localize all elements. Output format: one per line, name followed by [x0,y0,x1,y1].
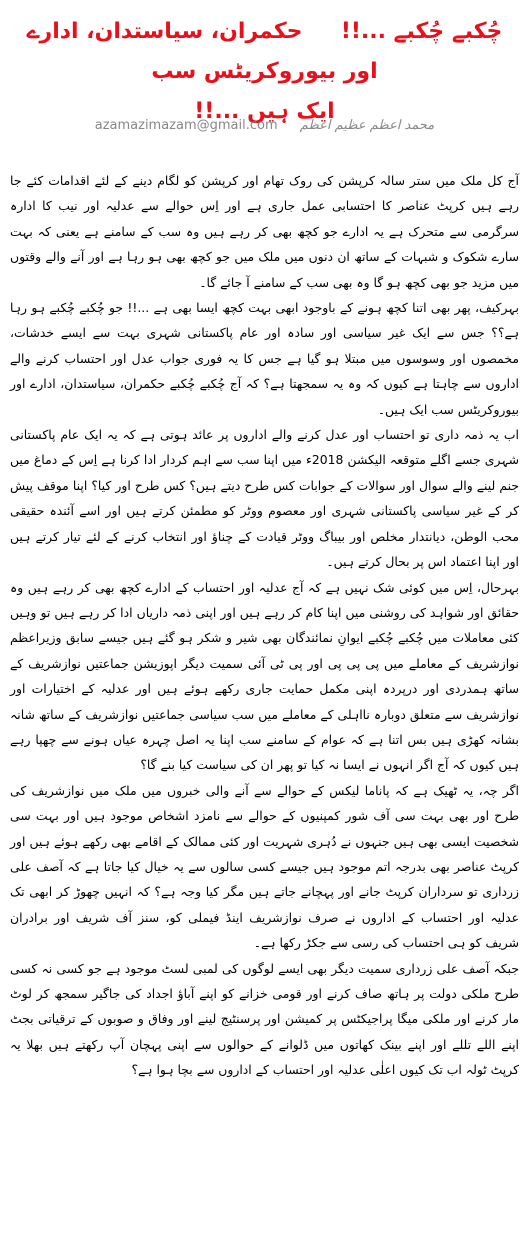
paragraph: آج کل ملک میں ستر سالہ کرپشن کی روک تھام اور کرپشن کو لگام دینے کے لئے اقدامات کئے جا رہے ہیں کرپٹ عناصر کا احتسابی عمل جاری ہے اور اِس حوالے سے عدلیہ اور نیب کا ادارہ سرگرمی سے متحرک ہے یہ ادارے جو کچھ بھی کر رہے ہیں وہ سب کے سامنے ہے یعنی کہ بہت سارے شکوک و شبہات کے ساتھ ان دنوں میں ملک میں جو کچھ بھی ہو رہا ہے اور آنے والے وقتوں میں مزید جو بھی کچھ ہو گا وہ بھی سب کے سامنے آ جائے گا۔ [10,173,519,290]
title-line2: ایک ہیں ...!! [194,99,335,124]
author-email: azamazimazam@gmail.com [94,118,278,133]
paragraph: جبکہ آصف علی زرداری سمیت دیگر بھی ایسے لوگوں کی لمبی لسٹ موجود ہے جو کسی نہ کسی طرح ملکی دولت پر ہاتھ صاف کرنے اور قومی خزانے کو اپنے آباؤ اجداد کی جاگیر سمجھ کر لوٹ مار کرنے اور ملکی میگا پراجیکٹس پر کمیشن اور پرسنٹیج لینے اور وفاق و صوبوں کے ترقیاتی بجٹ اپنے اللے تللے اور اپنے بینک کھاتوں میں ڈلوانے کے حوالوں سے اپنی پہچان آپ رکھتے ہیں بھلا یہ کرپٹ ٹولہ اب تک کیوں اعلٰی عدلیہ اور احتساب کے اداروں سے بچا ہوا ہے؟ [10,960,519,1078]
paragraph: بہرحال، اِس میں کوئی شک نہیں ہے کہ آج عدلیہ اور احتساب کے ادارے کچھ بھی کر رہے ہیں وہ حقائق اور شواہد کی روشنی میں اپنا کام کر رہے ہیں اور اپنی ذمہ داریاں ادا کر رہے ہیں تو وہیں کئی معاملات میں چُکبے چُکبے ایوانِ نمائندگان بھی شیر و شکر ہو گئے ہیں جیسے سابق وزیراعظم نوازشریف کے معاملے میں پی پی پی اور پی ٹی آئی سمیت دیگر اپوزیشن جماعتیں نوازشریف کے ساتھ ہمدردی اور درپردہ اپنی مکمل حمایت جاری رکھے ہوئے ہیں اور عدلیہ کے اختیارات اور نوازشریف سے متعلق دوبارہ نااہلی کے معاملے میں سب سیاسی جماعتیں نوازشریف کے ساتھ شانہ بشانہ کھڑی ہیں بس اتنا ہے کہ عوام کے سامنے سب اپنا یہ اصل چہرہ عیاں ہونے سے چھپا رہے ہیں کیوں کہ آج اگر انہوں نے ایسا نہ کیا تو پھر ان کی سیاست کیا بنے گا؟ [10,579,519,773]
title-line1-part1: چُکبے چُکبے ...!! [340,19,503,44]
byline [0,118,529,133]
author-name: محمد اعظم عظیم اعظم [299,118,435,133]
title-line1-part2: حکمران، سیاستدان، ادارے اور بیوروکریٹس سب [26,19,378,84]
paragraph: بہرکیف، پھر بھی اتنا کچھ ہونے کے باوجود ابھی بہت کچھ ایسا بھی ہے ...!! جو چُکبے چُکبے ہو رہا ہے؟؟ جس سے ایک غیر سیاسی اور سادہ اور عام پاکستانی شہری بہت سے ایسے خدشات، مخمصوں اور وسوسوں میں مبتلا ہو گیا ہے جس کا یہ فوری جواب عدل اور احتساب کرنے والے اداروں سے چاہتا ہے کیوں کہ وہ یہ سمجھتا ہے؟ کہ آج چُکبے چُکبے حکمران، سیاستدان، ادارے اور بیوروکریٹس سب ایک ہیں۔ [10,300,519,417]
article-title [10,12,519,132]
paragraph: اگر چہ، یہ ٹھیک ہے کہ پاناما لیکس کے حوالے سے آنے والی خبروں میں ملک میں نوازشریف کی طرح اور بھی بہت سی آف شور کمپنیوں کے حوالے سے نامزد اشخاص موجود ہیں اور بہت سی شخصیت ایسی بھی ہیں جنہوں نے دُہری شہریت اور کئی ممالک کے اقامے بھی رکھے ہوئے ہیں اور کرپٹ عناصر بھی بدرجہ اتم موجود ہیں جیسے کسی سالوں سے یہ خیال کیا جاتا ہے کہ آصف علی زرداری تو سرداران کرپٹ جانے اور پہچانے جاتے ہیں مگر کیا وجہ ہے؟ کہ انہیں چھوڑ کر ابھی تک عدلیہ اور احتساب کے اداروں نے صرف نوازشریف اینڈ فیملی کو، سنز آف شریف اور برادران شریف کو ہی احتساب کی رسی سے جکڑ رکھا ہے۔ [10,782,519,951]
paragraph: اب یہ ذمہ داری تو احتساب اور عدل کرنے والے اداروں پر عائد ہوتی ہے کہ یہ ایک عام پاکستانی شہری جسے اگلے متوقعہ الیکشن 2018ء میں اپنا سب سے اہم کردار ادا کرنا ہے اِس کے دماغ میں جنم لینے والے سوال اور سوالات کے جوابات کس طرح دیتے ہیں؟ کس طرح اور کیا؟ اپنا موقف پیش کر کے غیر سیاسی پاکستانی شہری اور معصوم ووٹر کو مطمئن کرتے ہیں اور اسے آئندہ حقیقی محب الوطن، دیانتدار مخلص اور بیباگ ووٹر قیادت کے چناؤ اور انتخاب کرنے کے لئے تیار کرتے ہیں اور اپنا اعتماد اس پر بحال کرتے ہیں۔ [10,427,519,570]
article-body [10,168,519,1083]
